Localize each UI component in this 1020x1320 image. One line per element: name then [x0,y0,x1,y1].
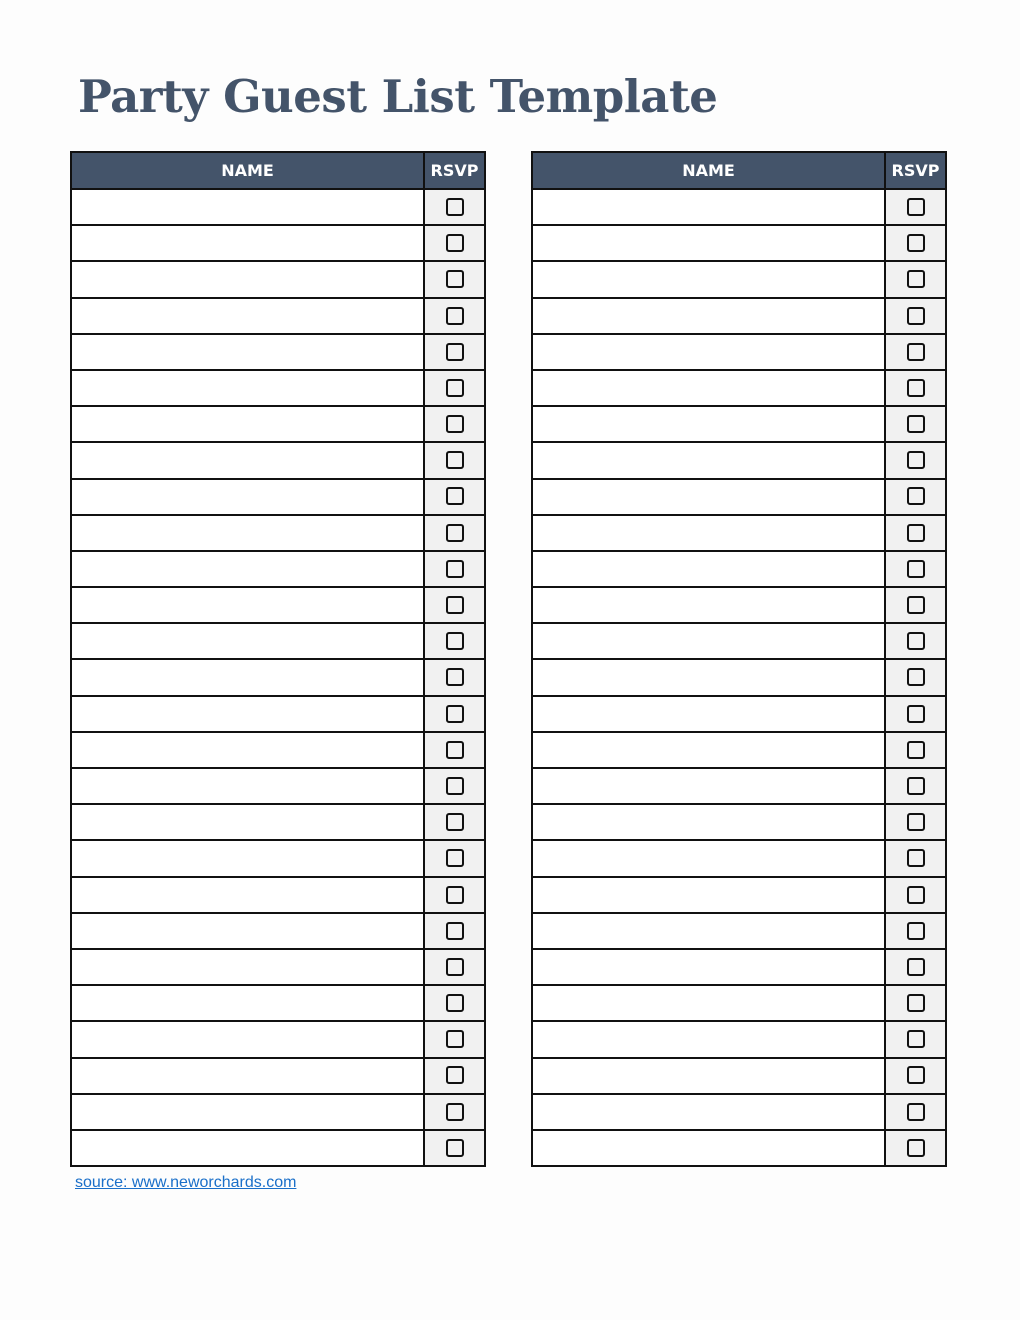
rsvp-cell [885,442,946,478]
guest-name-cell[interactable] [71,1094,424,1130]
rsvp-checkbox[interactable] [907,777,925,795]
rsvp-checkbox[interactable] [446,849,464,867]
rsvp-cell [424,659,485,695]
rsvp-checkbox[interactable] [446,886,464,904]
rsvp-cell [424,804,485,840]
rsvp-cell [885,804,946,840]
rsvp-checkbox[interactable] [907,560,925,578]
rsvp-checkbox[interactable] [907,270,925,288]
table-row [71,225,485,261]
guest-name-cell[interactable] [71,406,424,442]
guest-name-cell[interactable] [71,659,424,695]
page-title: Party Guest List Template [78,70,718,123]
rsvp-cell [885,1130,946,1166]
table-row [71,189,485,225]
rsvp-cell [424,696,485,732]
table-row [532,768,946,804]
guest-name-cell[interactable] [71,804,424,840]
guest-name-cell[interactable] [532,261,885,297]
rsvp-checkbox[interactable] [907,1066,925,1084]
guest-name-cell[interactable] [71,1021,424,1057]
rsvp-checkbox[interactable] [446,451,464,469]
guest-name-cell[interactable] [532,1058,885,1094]
table-row [71,1058,485,1094]
rsvp-checkbox[interactable] [907,813,925,831]
rsvp-checkbox[interactable] [446,813,464,831]
table-row [71,1130,485,1166]
table-row [71,623,485,659]
guest-name-cell[interactable] [532,1094,885,1130]
rsvp-checkbox[interactable] [907,234,925,252]
guest-name-cell[interactable] [71,949,424,985]
rsvp-cell [424,623,485,659]
rsvp-cell [424,732,485,768]
rsvp-checkbox[interactable] [446,596,464,614]
rsvp-cell [885,732,946,768]
rsvp-checkbox[interactable] [446,958,464,976]
table-row [71,515,485,551]
rsvp-cell [424,1021,485,1057]
guest-name-cell[interactable] [532,225,885,261]
rsvp-checkbox[interactable] [907,668,925,686]
rsvp-header: RSVP [424,152,485,189]
rsvp-cell [885,225,946,261]
table-row [532,659,946,695]
rsvp-checkbox[interactable] [446,994,464,1012]
guest-name-cell[interactable] [71,261,424,297]
rsvp-cell [885,515,946,551]
rsvp-checkbox[interactable] [907,343,925,361]
rsvp-cell [424,261,485,297]
rsvp-checkbox[interactable] [446,234,464,252]
guest-name-cell[interactable] [71,985,424,1021]
rsvp-checkbox[interactable] [907,596,925,614]
table-row [532,1021,946,1057]
guest-name-cell[interactable] [532,189,885,225]
rsvp-cell [424,406,485,442]
guest-name-cell[interactable] [532,804,885,840]
guest-name-cell[interactable] [71,551,424,587]
table-row [532,913,946,949]
table-row [532,1058,946,1094]
rsvp-cell [885,985,946,1021]
rsvp-cell [424,877,485,913]
guest-name-cell[interactable] [71,623,424,659]
guest-name-cell[interactable] [71,696,424,732]
rsvp-cell [885,334,946,370]
table-row [532,877,946,913]
table-row [71,261,485,297]
guest-name-cell[interactable] [71,370,424,406]
rsvp-cell [424,479,485,515]
table-row [532,261,946,297]
table-row [71,406,485,442]
rsvp-checkbox[interactable] [446,1103,464,1121]
rsvp-checkbox[interactable] [907,705,925,723]
rsvp-checkbox[interactable] [446,1139,464,1157]
rsvp-cell [885,479,946,515]
table-row [532,732,946,768]
guest-name-cell[interactable] [71,515,424,551]
source-link[interactable]: source: www.neworchards.com [75,1174,297,1191]
table-row [71,1094,485,1130]
rsvp-cell [885,261,946,297]
guest-name-cell[interactable] [71,225,424,261]
table-row [532,370,946,406]
guest-name-cell[interactable] [532,479,885,515]
rsvp-cell [885,877,946,913]
table-row [532,189,946,225]
rsvp-cell [885,587,946,623]
table-row [532,225,946,261]
table-row [532,334,946,370]
rsvp-cell [424,1094,485,1130]
rsvp-checkbox[interactable] [446,487,464,505]
rsvp-checkbox[interactable] [446,741,464,759]
guest-table-right [531,151,947,1167]
table-row [71,804,485,840]
guest-name-cell[interactable] [532,298,885,334]
table-row [532,1130,946,1166]
table-row [71,985,485,1021]
guest-name-cell[interactable] [532,442,885,478]
rsvp-cell [885,370,946,406]
rsvp-cell [424,768,485,804]
guest-name-cell[interactable] [71,1058,424,1094]
rsvp-checkbox[interactable] [907,487,925,505]
guest-name-cell[interactable] [532,406,885,442]
guest-name-cell[interactable] [71,442,424,478]
rsvp-checkbox[interactable] [907,1103,925,1121]
table-row [71,442,485,478]
rsvp-checkbox[interactable] [446,524,464,542]
guest-name-cell[interactable] [532,949,885,985]
rsvp-cell [885,949,946,985]
rsvp-cell [885,406,946,442]
guest-name-cell[interactable] [71,877,424,913]
table-row [71,877,485,913]
rsvp-checkbox[interactable] [446,560,464,578]
table-row [71,298,485,334]
table-row [71,551,485,587]
rsvp-cell [424,840,485,876]
rsvp-cell [885,1058,946,1094]
rsvp-checkbox[interactable] [907,198,925,216]
rsvp-checkbox[interactable] [446,777,464,795]
rsvp-cell [885,1094,946,1130]
table-row [71,370,485,406]
rsvp-cell [424,913,485,949]
rsvp-checkbox[interactable] [907,632,925,650]
rsvp-checkbox[interactable] [907,922,925,940]
guest-table-left [70,151,486,1167]
rsvp-cell [424,985,485,1021]
guest-name-cell[interactable] [71,334,424,370]
guest-name-cell[interactable] [532,334,885,370]
rsvp-checkbox[interactable] [907,524,925,542]
table-row [71,840,485,876]
rsvp-checkbox[interactable] [446,415,464,433]
rsvp-checkbox[interactable] [446,198,464,216]
guest-name-cell[interactable] [532,587,885,623]
table-row [532,551,946,587]
guest-name-cell[interactable] [532,840,885,876]
rsvp-checkbox[interactable] [446,668,464,686]
rsvp-cell [885,768,946,804]
guest-name-cell[interactable] [532,768,885,804]
guest-name-cell[interactable] [71,298,424,334]
rsvp-checkbox[interactable] [907,379,925,397]
rsvp-checkbox[interactable] [907,1139,925,1157]
guest-name-cell[interactable] [532,515,885,551]
guest-name-cell[interactable] [532,623,885,659]
rsvp-cell [424,189,485,225]
name-header: NAME [532,152,885,189]
rsvp-checkbox[interactable] [446,922,464,940]
rsvp-checkbox[interactable] [446,307,464,325]
guest-name-cell[interactable] [71,840,424,876]
rsvp-checkbox[interactable] [907,451,925,469]
table-row [532,515,946,551]
table-row [532,840,946,876]
table-row [532,406,946,442]
rsvp-cell [885,913,946,949]
guest-name-cell[interactable] [71,732,424,768]
rsvp-cell [424,298,485,334]
table-row [71,659,485,695]
rsvp-cell [424,370,485,406]
guest-name-cell[interactable] [532,659,885,695]
guest-name-cell[interactable] [71,587,424,623]
table-row [532,623,946,659]
rsvp-checkbox[interactable] [446,1030,464,1048]
rsvp-cell [424,334,485,370]
rsvp-cell [424,551,485,587]
rsvp-cell [424,442,485,478]
rsvp-checkbox[interactable] [446,1066,464,1084]
table-row [71,1021,485,1057]
table-row [71,768,485,804]
rsvp-cell [885,189,946,225]
guest-name-cell[interactable] [532,370,885,406]
guest-name-cell[interactable] [532,732,885,768]
table-row [532,1094,946,1130]
name-header: NAME [71,152,424,189]
rsvp-checkbox[interactable] [907,307,925,325]
guest-name-cell[interactable] [71,913,424,949]
table-row [532,479,946,515]
rsvp-cell [885,840,946,876]
rsvp-cell [885,551,946,587]
rsvp-cell [424,949,485,985]
table-row [71,913,485,949]
rsvp-cell [885,298,946,334]
table-row [71,732,485,768]
guest-name-cell[interactable] [532,1130,885,1166]
rsvp-cell [885,696,946,732]
rsvp-cell [885,1021,946,1057]
rsvp-checkbox[interactable] [907,994,925,1012]
rsvp-checkbox[interactable] [907,958,925,976]
guest-name-cell[interactable] [532,877,885,913]
guest-name-cell[interactable] [71,189,424,225]
table-row [532,442,946,478]
guest-name-cell[interactable] [532,1021,885,1057]
table-row [71,334,485,370]
table-row [532,949,946,985]
rsvp-cell [424,515,485,551]
table-row [71,479,485,515]
rsvp-checkbox[interactable] [446,270,464,288]
rsvp-checkbox[interactable] [907,1030,925,1048]
table-row [532,587,946,623]
rsvp-checkbox[interactable] [907,849,925,867]
table-row [532,298,946,334]
rsvp-checkbox[interactable] [907,886,925,904]
guest-name-cell[interactable] [71,1130,424,1166]
rsvp-checkbox[interactable] [907,415,925,433]
guest-name-cell[interactable] [71,768,424,804]
rsvp-header: RSVP [885,152,946,189]
rsvp-cell [424,587,485,623]
guest-name-cell[interactable] [532,913,885,949]
table-row [532,696,946,732]
guest-name-cell[interactable] [71,479,424,515]
table-row [532,985,946,1021]
guest-name-cell[interactable] [532,696,885,732]
table-row [71,696,485,732]
table-row [532,804,946,840]
rsvp-checkbox[interactable] [446,379,464,397]
rsvp-checkbox[interactable] [446,705,464,723]
rsvp-cell [424,225,485,261]
rsvp-checkbox[interactable] [907,741,925,759]
guest-name-cell[interactable] [532,551,885,587]
rsvp-cell [424,1130,485,1166]
table-row [71,587,485,623]
rsvp-cell [424,1058,485,1094]
rsvp-cell [885,659,946,695]
table-row [71,949,485,985]
rsvp-checkbox[interactable] [446,632,464,650]
rsvp-cell [885,623,946,659]
guest-name-cell[interactable] [532,985,885,1021]
rsvp-checkbox[interactable] [446,343,464,361]
